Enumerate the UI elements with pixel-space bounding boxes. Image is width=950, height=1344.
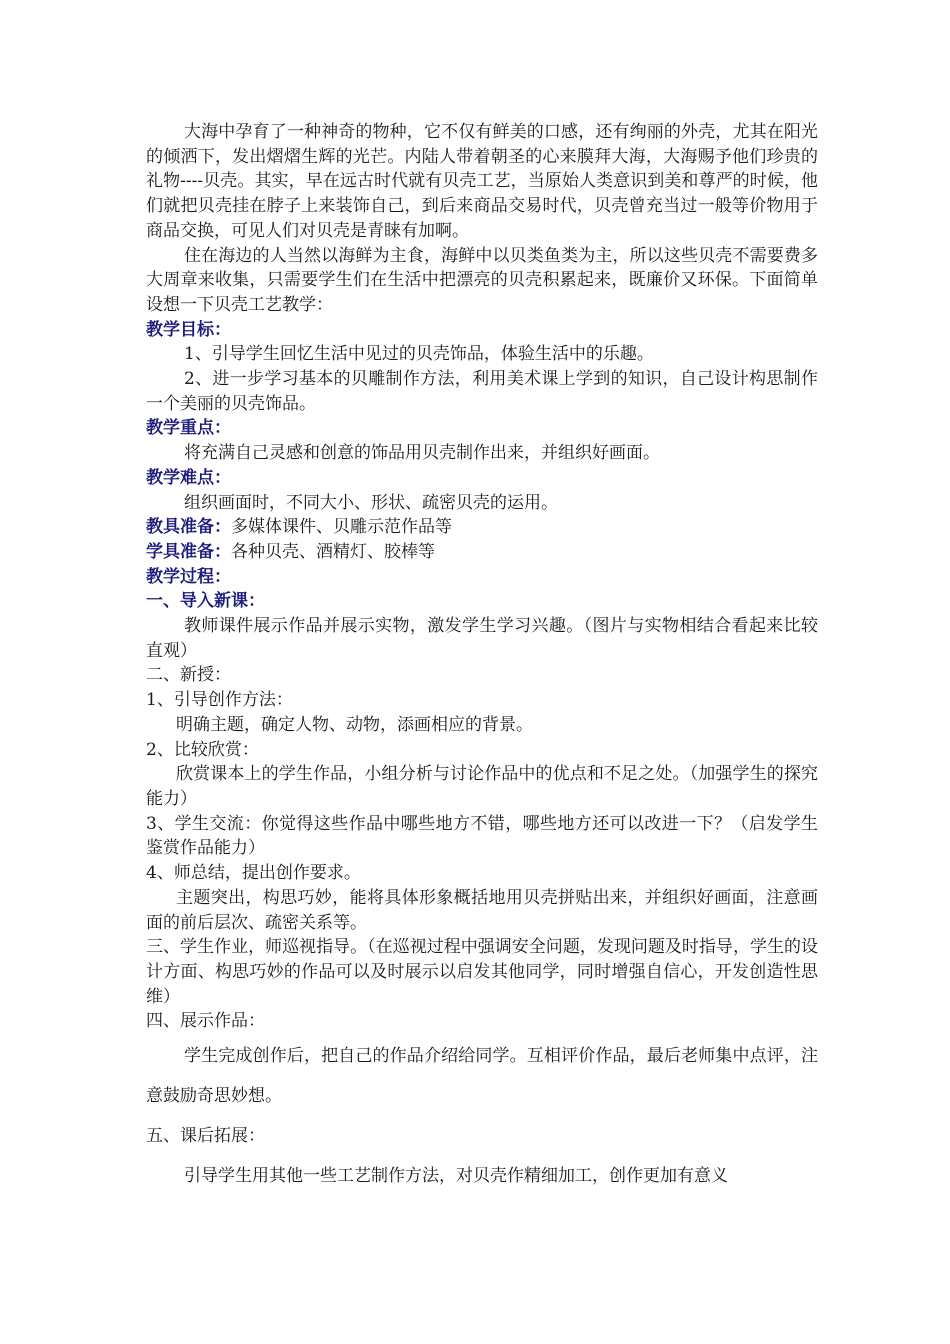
document-page [146, 120, 818, 1196]
step1-text: 教师课件展示作品并展示实物，激发学生学习兴趣。（图片与实物相结合看起来比较直观） [146, 616, 818, 661]
goals-heading: 教学目标： [146, 319, 231, 340]
step2-3-text: 3、学生交流：你觉得这些作品中哪些地方不错，哪些地方还可以改进一下？（启发学生鉴赏作品能力） [146, 813, 818, 859]
student-tools-text: 各种贝壳、酒精灯、胶棒等 [231, 541, 435, 562]
focus-heading: 教学重点： [146, 418, 231, 439]
step2-1-text: 明确主题，确定人物、动物，添画相应的背景。 [176, 714, 533, 735]
step2-4-heading: 4、师总结，提出创作要求。 [146, 863, 361, 884]
difficulty-text: 组织画面时，不同大小、形状、疏密贝壳的运用。 [184, 492, 558, 513]
process-heading: 教学过程： [146, 566, 231, 587]
teacher-tools-text: 多媒体课件、贝雕示范作品等 [231, 517, 452, 538]
step5-heading: 五、课后拓展： [146, 1126, 265, 1147]
step4-text: 学生完成创作后，把自己的作品介绍给同学。互相评价作品，最后老师集中点评，注意鼓励奇思妙想。 [146, 1046, 818, 1107]
step2-heading: 二、新授： [146, 665, 231, 686]
goal-item-1: 1、引导学生回忆生活中见过的贝壳饰品，体验生活中的乐趣。 [184, 344, 654, 365]
step2-2-heading: 2、比较欣赏： [146, 739, 259, 760]
goal-item-2: 2、进一步学习基本的贝雕制作方法，利用美术课上学到的知识，自己设计构思制作一个美丽的贝壳饰品。 [146, 369, 818, 414]
intro-paragraph-1: 大海中孕育了一种神奇的物种，它不仅有鲜美的口感，还有绚丽的外壳，尤其在阳光的倾洒下，发出熠熠生辉的光芒。内陆人带着朝圣的心来膜拜大海，大海赐予他们珍贵的礼物----贝壳。其实，早在远古时代就有贝壳工艺，当原始人类意识到美和尊严的时候，他们就把贝壳挂在脖子上来装饰自己，到后来商品交易时代，贝壳曾充当过一般等价物用于商品交换，可见人们对贝壳是青睐有加啊。 [146, 122, 818, 241]
difficulty-heading: 教学难点： [146, 467, 231, 488]
step2-4-text: 主题突出，构思巧妙，能将具体形象概括地用贝壳拼贴出来，并组织好画面，注意画面的前后层次、疏密关系等。 [146, 887, 818, 933]
focus-text: 将充满自己灵感和创意的饰品用贝壳制作出来，并组织好画面。 [184, 443, 660, 464]
step1-heading: 一、导入新课： [146, 591, 265, 612]
step4-heading: 四、展示作品： [146, 1011, 265, 1032]
step5-text: 引导学生用其他一些工艺制作方法，对贝壳作精细加工，创作更加有意义 [184, 1166, 728, 1187]
step3-text: 三、学生作业，师巡视指导。（在巡视过程中强调安全问题，发现问题及时指导，学生的设计方面、构思巧妙的作品可以及时展示以启发其他同学，同时增强自信心，开发创造性思维） [146, 937, 818, 1007]
step2-1-heading: 1、引导创作方法： [146, 690, 293, 711]
step2-2-text: 欣赏课本上的学生作品，小组分析与讨论作品中的优点和不足之处。（加强学生的探究能力） [146, 764, 818, 809]
teacher-tools-label: 教具准备： [146, 517, 231, 538]
student-tools-line [146, 540, 818, 565]
student-tools-label: 学具准备： [146, 541, 231, 562]
teacher-tools-line [146, 515, 818, 540]
intro-paragraph-2: 住在海边的人当然以海鲜为主食，海鲜中以贝类鱼类为主，所以这些贝壳不需要费多大周章来收集，只需要学生们在生活中把漂亮的贝壳积累起来，既廉价又环保。下面简单设想一下贝壳工艺教学： [146, 245, 818, 315]
